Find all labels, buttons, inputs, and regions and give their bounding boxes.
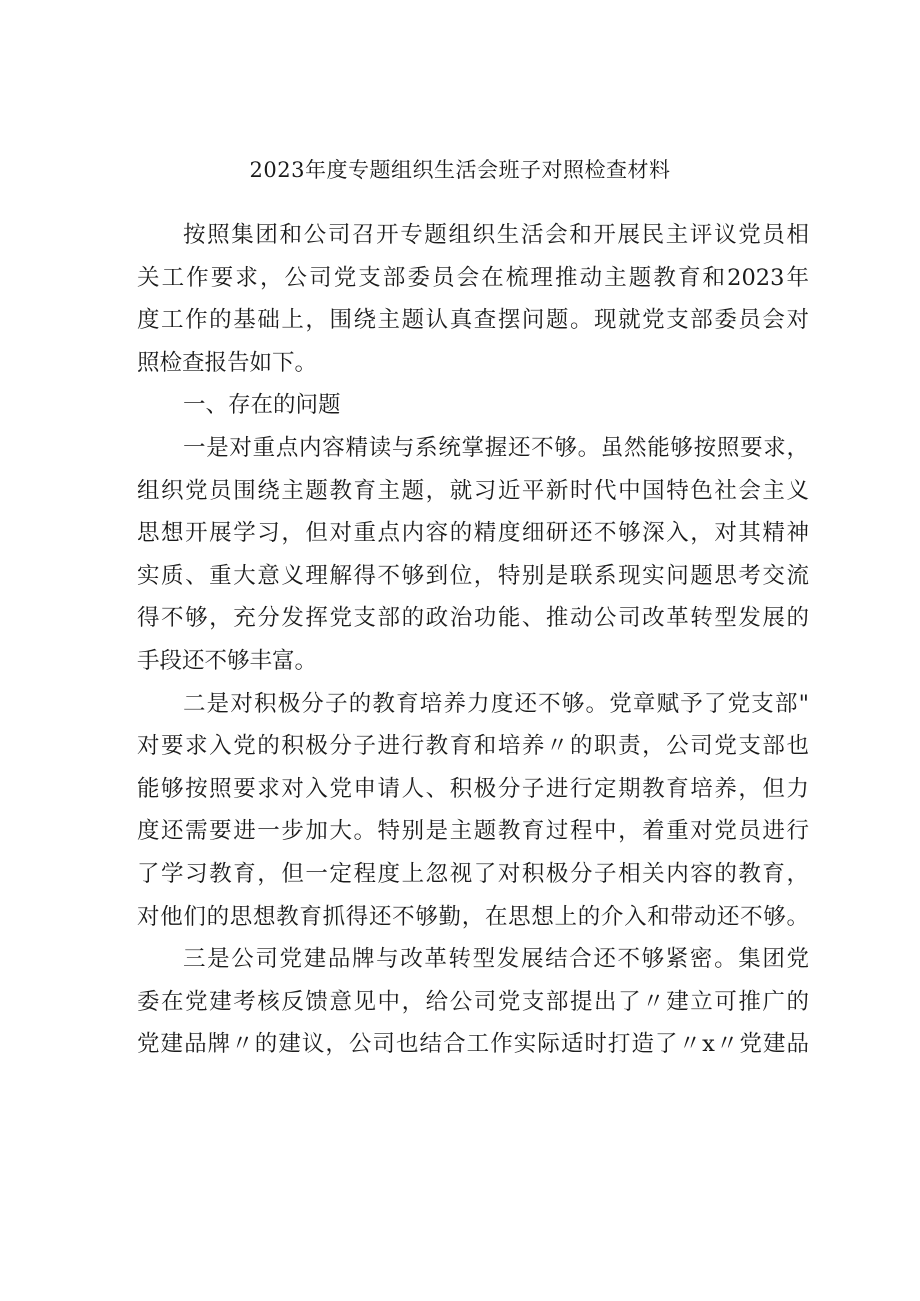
text-line: 思想开展学习，但对重点内容的精度细研还不够深入，对其精神 bbox=[137, 520, 809, 547]
text-line: 对要求入党的积极分子进行教育和培养〃的职责，公司党支部也 bbox=[137, 733, 809, 760]
paragraph-problem-two bbox=[137, 683, 809, 939]
text-line: 对他们的思想教育抓得还不够勤，在思想上的介入和带动还不够。 bbox=[137, 903, 809, 930]
text-line: 能够按照要求对入党申请人、积极分子进行定期教育培养，但力 bbox=[137, 775, 809, 802]
text-line: 委在党建考核反馈意见中，给公司党支部提出了〃建立可推广的 bbox=[137, 988, 809, 1015]
text-line: 党建品牌〃的建议，公司也结合工作实际适时打造了〃x〃党建品 bbox=[137, 1031, 809, 1058]
paragraph-problem-one bbox=[137, 427, 809, 683]
text-line: 一是对重点内容精读与系统掌握还不够。虽然能够按照要求， bbox=[183, 434, 809, 461]
text-line: 三是公司党建品牌与改革转型发展结合还不够紧密。集团党 bbox=[183, 946, 809, 973]
text-line: 按照集团和公司召开专题组织生活会和开展民主评议党员相 bbox=[183, 222, 809, 248]
text-line: 照检查报告如下。 bbox=[137, 349, 318, 376]
document-title: 2023年度专题组织生活会班子对照检查材料 bbox=[249, 158, 671, 182]
text-line: 组织党员围绕主题教育主题，就习近平新时代中国特色社会主义 bbox=[137, 477, 809, 504]
text-line: 得不够，充分发挥党支部的政治功能、推动公司改革转型发展的 bbox=[137, 605, 809, 632]
section-heading-problems bbox=[137, 384, 809, 427]
text-line: 关工作要求，公司党支部委员会在梳理推动主题教育和2023年 bbox=[137, 264, 809, 291]
text-line: 度工作的基础上，围绕主题认真查摆问题。现就党支部委员会对 bbox=[137, 307, 809, 334]
text-line: 实质、重大意义理解得不够到位，特别是联系现实问题思考交流 bbox=[137, 562, 809, 589]
document-body bbox=[137, 214, 809, 1066]
text-line: 二是对积极分子的教育培养力度还不够。党章赋予了党支部" bbox=[183, 690, 809, 717]
paragraph-intro bbox=[137, 214, 809, 384]
text-line: 了学习教育，但一定程度上忽视了对积极分子相关内容的教育， bbox=[137, 860, 809, 887]
paragraph-problem-three bbox=[137, 938, 809, 1066]
text-line: 度还需要进一步加大。特别是主题教育过程中，着重对党员进行 bbox=[137, 818, 809, 845]
section-heading-text: 一、存在的问题 bbox=[183, 392, 341, 419]
text-line: 手段还不够丰富。 bbox=[137, 647, 318, 674]
